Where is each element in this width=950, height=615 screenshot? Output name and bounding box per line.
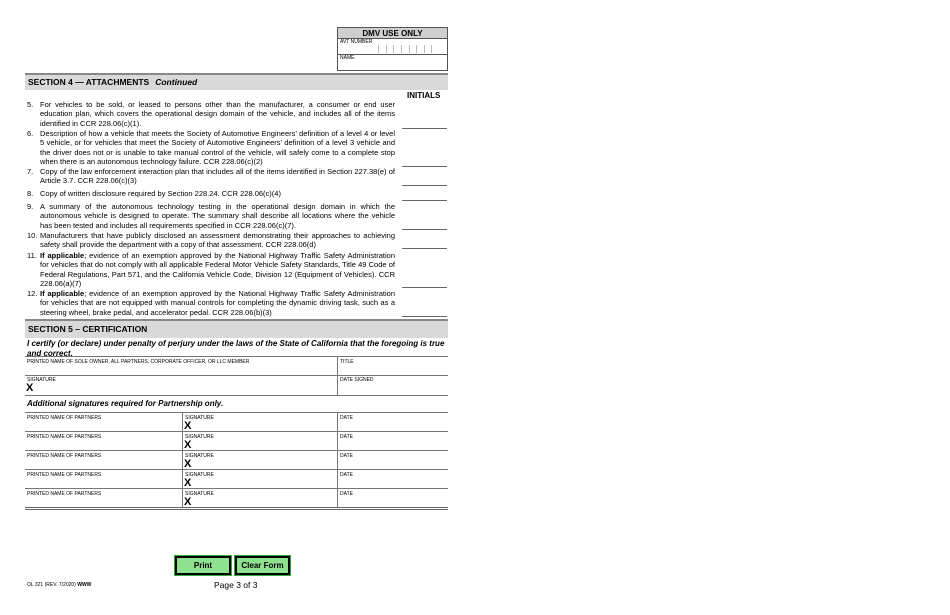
signature-label: SIGNATURE (27, 377, 56, 383)
partner-date-field[interactable] (338, 413, 448, 431)
item-number: 7. (27, 167, 34, 176)
owner-name-row (25, 356, 448, 376)
partner-name-field[interactable] (25, 451, 182, 469)
item-text: ; evidence of an exemption approved by the National Highway Traffic Safety Administration for vehicles that are not equipped with manual controls for completing the dynamic driving task, such as a steering wheel, brake pedal, and accelerator pedal. CCR 228.06(b)(3) (40, 289, 395, 317)
section-4-title: SECTION 4 — ATTACHMENTS (28, 77, 150, 87)
partner-x-mark: X (184, 458, 192, 470)
list-item (27, 231, 395, 250)
partner-date-label: DATE (340, 415, 353, 421)
list-item (27, 189, 395, 198)
partner-x-mark: X (184, 439, 192, 451)
list-item (27, 100, 395, 128)
table-row (25, 451, 448, 470)
initials-line-9[interactable] (402, 229, 447, 230)
title-field[interactable] (338, 357, 448, 375)
dmv-name-label: NAME (340, 55, 355, 61)
form-id-suffix: WWW (77, 582, 92, 588)
page-number: Page 3 of 3 (214, 580, 258, 590)
section-end-rule (25, 507, 448, 510)
table-row (25, 470, 448, 489)
item-text: For vehicles to be sold, or leased to persons other than the manufacturer, a consumer or end user education plan, which covers the operational design domain of the vehicle, and includes all of the items identified in CCR 228.06(c)(1). (40, 100, 395, 128)
partner-date-label: DATE (340, 434, 353, 440)
partner-name-label: PRINTED NAME OF PARTNERS (27, 434, 102, 440)
item-bold-prefix: If applicable (40, 251, 85, 260)
avt-number-ticks (378, 45, 439, 53)
form-id (27, 582, 91, 588)
signature-x-mark: X (26, 382, 34, 394)
partner-name-field[interactable] (25, 470, 182, 488)
partner-signature-field[interactable] (183, 432, 337, 450)
item-bold-prefix: If applicable (40, 289, 85, 298)
initials-line-6[interactable] (402, 166, 447, 167)
partner-date-field[interactable] (338, 432, 448, 450)
initials-line-8[interactable] (402, 200, 447, 201)
partner-name-label: PRINTED NAME OF PARTNERS (27, 415, 102, 421)
partner-signature-field[interactable] (183, 489, 337, 508)
section-4-header (25, 73, 448, 90)
item-number: 10. (27, 231, 38, 240)
item-number: 9. (27, 202, 34, 211)
item-text: Copy of the law enforcement interaction plan that includes all of the items identified in Section 227.38(e) of Article 3.7. CCR 228.06(c)(3) (40, 167, 395, 186)
partners-table (25, 412, 448, 507)
table-row (25, 413, 448, 432)
list-item (27, 129, 395, 166)
initials-label: INITIALS (407, 91, 441, 100)
partner-name-label: PRINTED NAME OF PARTNERS (27, 491, 102, 497)
initials-line-10[interactable] (402, 248, 447, 249)
additional-signatures-note: Additional signatures required for Partnership only. (27, 399, 224, 408)
partner-x-mark: X (184, 420, 192, 432)
partner-signature-label: SIGNATURE (185, 453, 214, 459)
initials-line-5[interactable] (402, 128, 447, 129)
section-5-title: SECTION 5 – CERTIFICATION (28, 324, 148, 334)
partner-name-label: PRINTED NAME OF PARTNERS (27, 453, 102, 459)
item-number: 8. (27, 189, 34, 198)
section-5-header (25, 319, 448, 338)
item-number: 5. (27, 100, 34, 109)
item-number: 12. (27, 289, 38, 298)
table-row (25, 489, 448, 508)
partner-date-label: DATE (340, 472, 353, 478)
avt-number-field[interactable] (338, 39, 447, 55)
owner-signature-row (25, 375, 448, 396)
partner-name-field[interactable] (25, 432, 182, 450)
dmv-name-field[interactable] (338, 55, 447, 70)
item-text: Copy of written disclosure required by Section 228.24. CCR 228.06(c)(4) (40, 189, 281, 198)
avt-number-label: AVT NUMBER (340, 39, 373, 45)
item-text: Description of how a vehicle that meets the Society of Automotive Engineers’ definition of a level 4 or level 5 vehicle, or for vehicles that meet the Society of Automotive Engineers’ definition of a level 3 vehicle and the driver does not or is unable to take manual control of the vehicle, will safely come to a complete stop when there is an autonomous technology failure. CCR 228.06(c)(2) (40, 129, 395, 166)
print-button[interactable]: Print (175, 556, 231, 575)
initials-line-7[interactable] (402, 185, 447, 186)
partner-name-field[interactable] (25, 489, 182, 508)
owner-signature-field[interactable] (25, 375, 337, 395)
partner-signature-label: SIGNATURE (185, 491, 214, 497)
partner-signature-label: SIGNATURE (185, 472, 214, 478)
dmv-use-only-box (337, 27, 448, 71)
partner-name-field[interactable] (25, 413, 182, 431)
clear-form-button[interactable]: Clear Form (235, 556, 290, 575)
partner-date-label: DATE (340, 453, 353, 459)
partner-date-field[interactable] (338, 451, 448, 469)
item-text: A summary of the autonomous technology testing in the operational design domain in which the autonomous vehicle is designed to operate. The summary shall describe all locations where the vehicle has been tested and includes all requirements specified in CCR 228.06(c)(7). (40, 202, 395, 230)
item-number: 11. (27, 251, 37, 260)
partner-signature-field[interactable] (183, 451, 337, 469)
form-id-text: OL 321 (REV. 7/2020) (27, 582, 76, 588)
owner-printed-name-label: PRINTED NAME OF SOLE OWNER, ALL PARTNERS, CORPORATE OFFICER, OR LLC MEMBER (27, 359, 250, 365)
initials-line-12[interactable] (402, 316, 447, 317)
table-row (25, 432, 448, 451)
list-item (27, 202, 395, 230)
partner-name-label: PRINTED NAME OF PARTNERS (27, 472, 102, 478)
partner-date-field[interactable] (338, 470, 448, 488)
item-text: ; evidence of an exemption approved by the National Highway Traffic Safety Administration for vehicles that do not comply with all applicable Federal Motor Vehicle Safety Standards, Title 49 Code of Federal Regulations, Part 571, and the California Vehicle Code, Division 12 (Equipment of Vehicles). CCR 228.06(a)(7) (40, 251, 395, 288)
partner-date-field[interactable] (338, 489, 448, 508)
partner-date-label: DATE (340, 491, 353, 497)
section-4-continued: Continued (155, 77, 198, 87)
list-item (27, 167, 395, 186)
partner-signature-field[interactable] (183, 413, 337, 431)
date-signed-label: DATE SIGNED (340, 377, 374, 383)
item-number: 6. (27, 129, 34, 138)
list-item (27, 289, 395, 317)
certification-statement: I certify (or declare) under penalty of perjury under the laws of the State of California that the foregoing is true and correct. (27, 339, 445, 358)
partner-signature-label: SIGNATURE (185, 434, 214, 440)
partner-signature-field[interactable] (183, 470, 337, 488)
item-text: Manufacturers that have publicly disclosed an assessment demonstrating their approaches to achieving safety shall provide the department with a copy of that assessment. CCR 228.06(d) (40, 231, 395, 250)
partner-x-mark: X (184, 477, 192, 489)
initials-line-11[interactable] (402, 287, 447, 288)
partner-signature-label: SIGNATURE (185, 415, 214, 421)
owner-printed-name-field[interactable] (25, 357, 337, 375)
title-label: TITLE (340, 359, 354, 365)
dmv-box-title: DMV USE ONLY (338, 28, 447, 39)
list-item (27, 251, 395, 288)
partner-x-mark: X (184, 496, 192, 508)
date-signed-field[interactable] (338, 375, 448, 395)
